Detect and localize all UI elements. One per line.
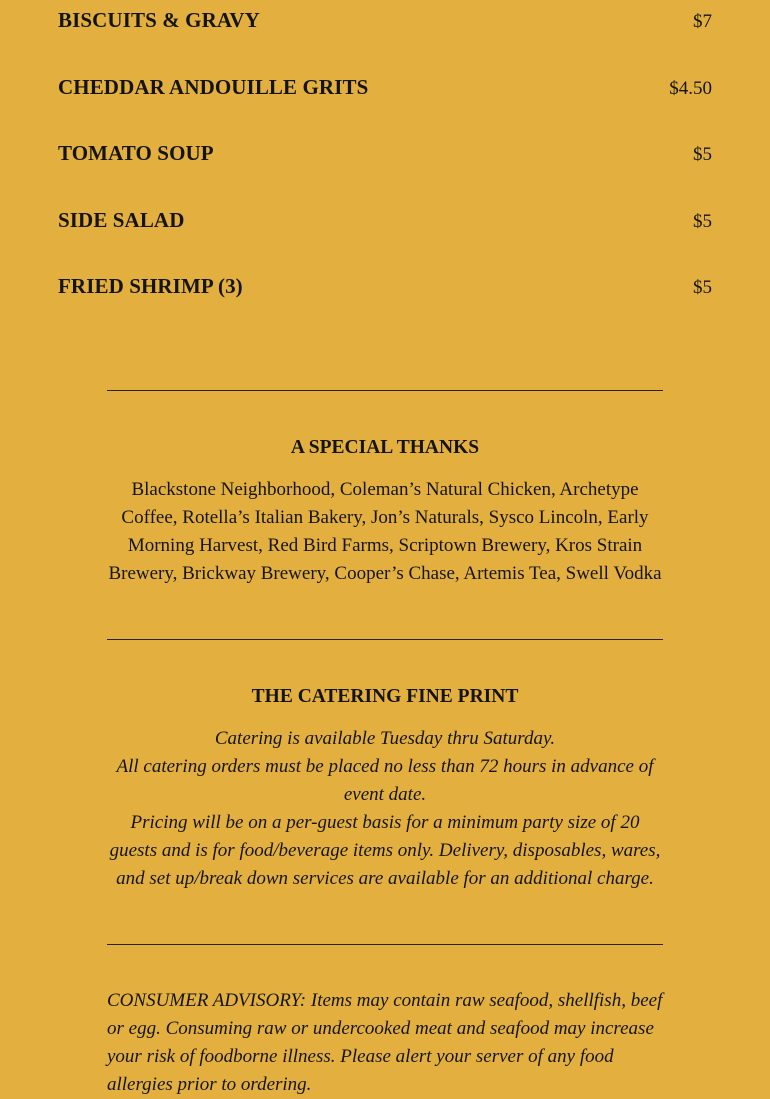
special-thanks-title: A SPECIAL THANKS xyxy=(290,437,480,458)
catering-fine-print-section xyxy=(107,683,663,893)
catering-days-line: Catering is available Tuesday thru Saturday. xyxy=(214,728,556,749)
divider-2 xyxy=(107,639,663,640)
menu-item-fried-shrimp xyxy=(58,274,712,341)
menu-item-side-salad xyxy=(58,208,712,275)
menu-item-biscuits-gravy xyxy=(58,8,712,75)
catering-pricing-line: Pricing will be on a per-guest basis for a minimum party size of 20 guests and is for food/beverage items only. Delivery, disposables, wares, and set up/break down services are available for an additional charge. xyxy=(109,812,661,889)
special-thanks-body: Blackstone Neighborhood, Coleman’s Natural Chicken, Archetype Coffee, Rotella’s Italian Bakery, Jon’s Naturals, Sysco Lincoln, Early Morning Harvest, Red Bird Farms, Scriptown Brewery, Kros Strain Brewery, Brickway Brewery, Cooper’s Chase, Artemis Tea, Swell Vodka xyxy=(108,479,662,584)
divider-3 xyxy=(107,944,663,945)
menu-item-name: BISCUITS & GRAVY xyxy=(58,8,260,32)
menu-item-cheddar-andouille-grits xyxy=(58,75,712,142)
menu-list xyxy=(58,8,712,341)
divider-1 xyxy=(107,390,663,391)
menu-item-price: $4.50 xyxy=(669,77,712,99)
menu-item-name: SIDE SALAD xyxy=(58,207,185,232)
menu-item-name: FRIED SHRIMP (3) xyxy=(58,274,243,298)
menu-item-name: TOMATO SOUP xyxy=(58,141,214,165)
menu-item-tomato-soup xyxy=(58,141,712,208)
special-thanks-section xyxy=(107,434,663,588)
menu-item-price: $5 xyxy=(693,210,712,232)
menu-item-name: CHEDDAR ANDOUILLE GRITS xyxy=(58,74,369,99)
consumer-advisory: CONSUMER ADVISORY: Items may contain raw seafood, shellfish, beef or egg. Consuming raw or undercooked meat and seafood may increase your risk of foodborne illness. Please alert your server of any food allergies prior to ordering. xyxy=(107,990,663,1095)
catering-fine-print-title: THE CATERING FINE PRINT xyxy=(251,686,519,707)
menu-item-price: $5 xyxy=(693,277,712,298)
menu-item-price: $5 xyxy=(693,144,712,165)
menu-item-price: $7 xyxy=(693,11,712,32)
catering-advance-line: All catering orders must be placed no less than 72 hours in advance of event date. xyxy=(116,756,654,805)
